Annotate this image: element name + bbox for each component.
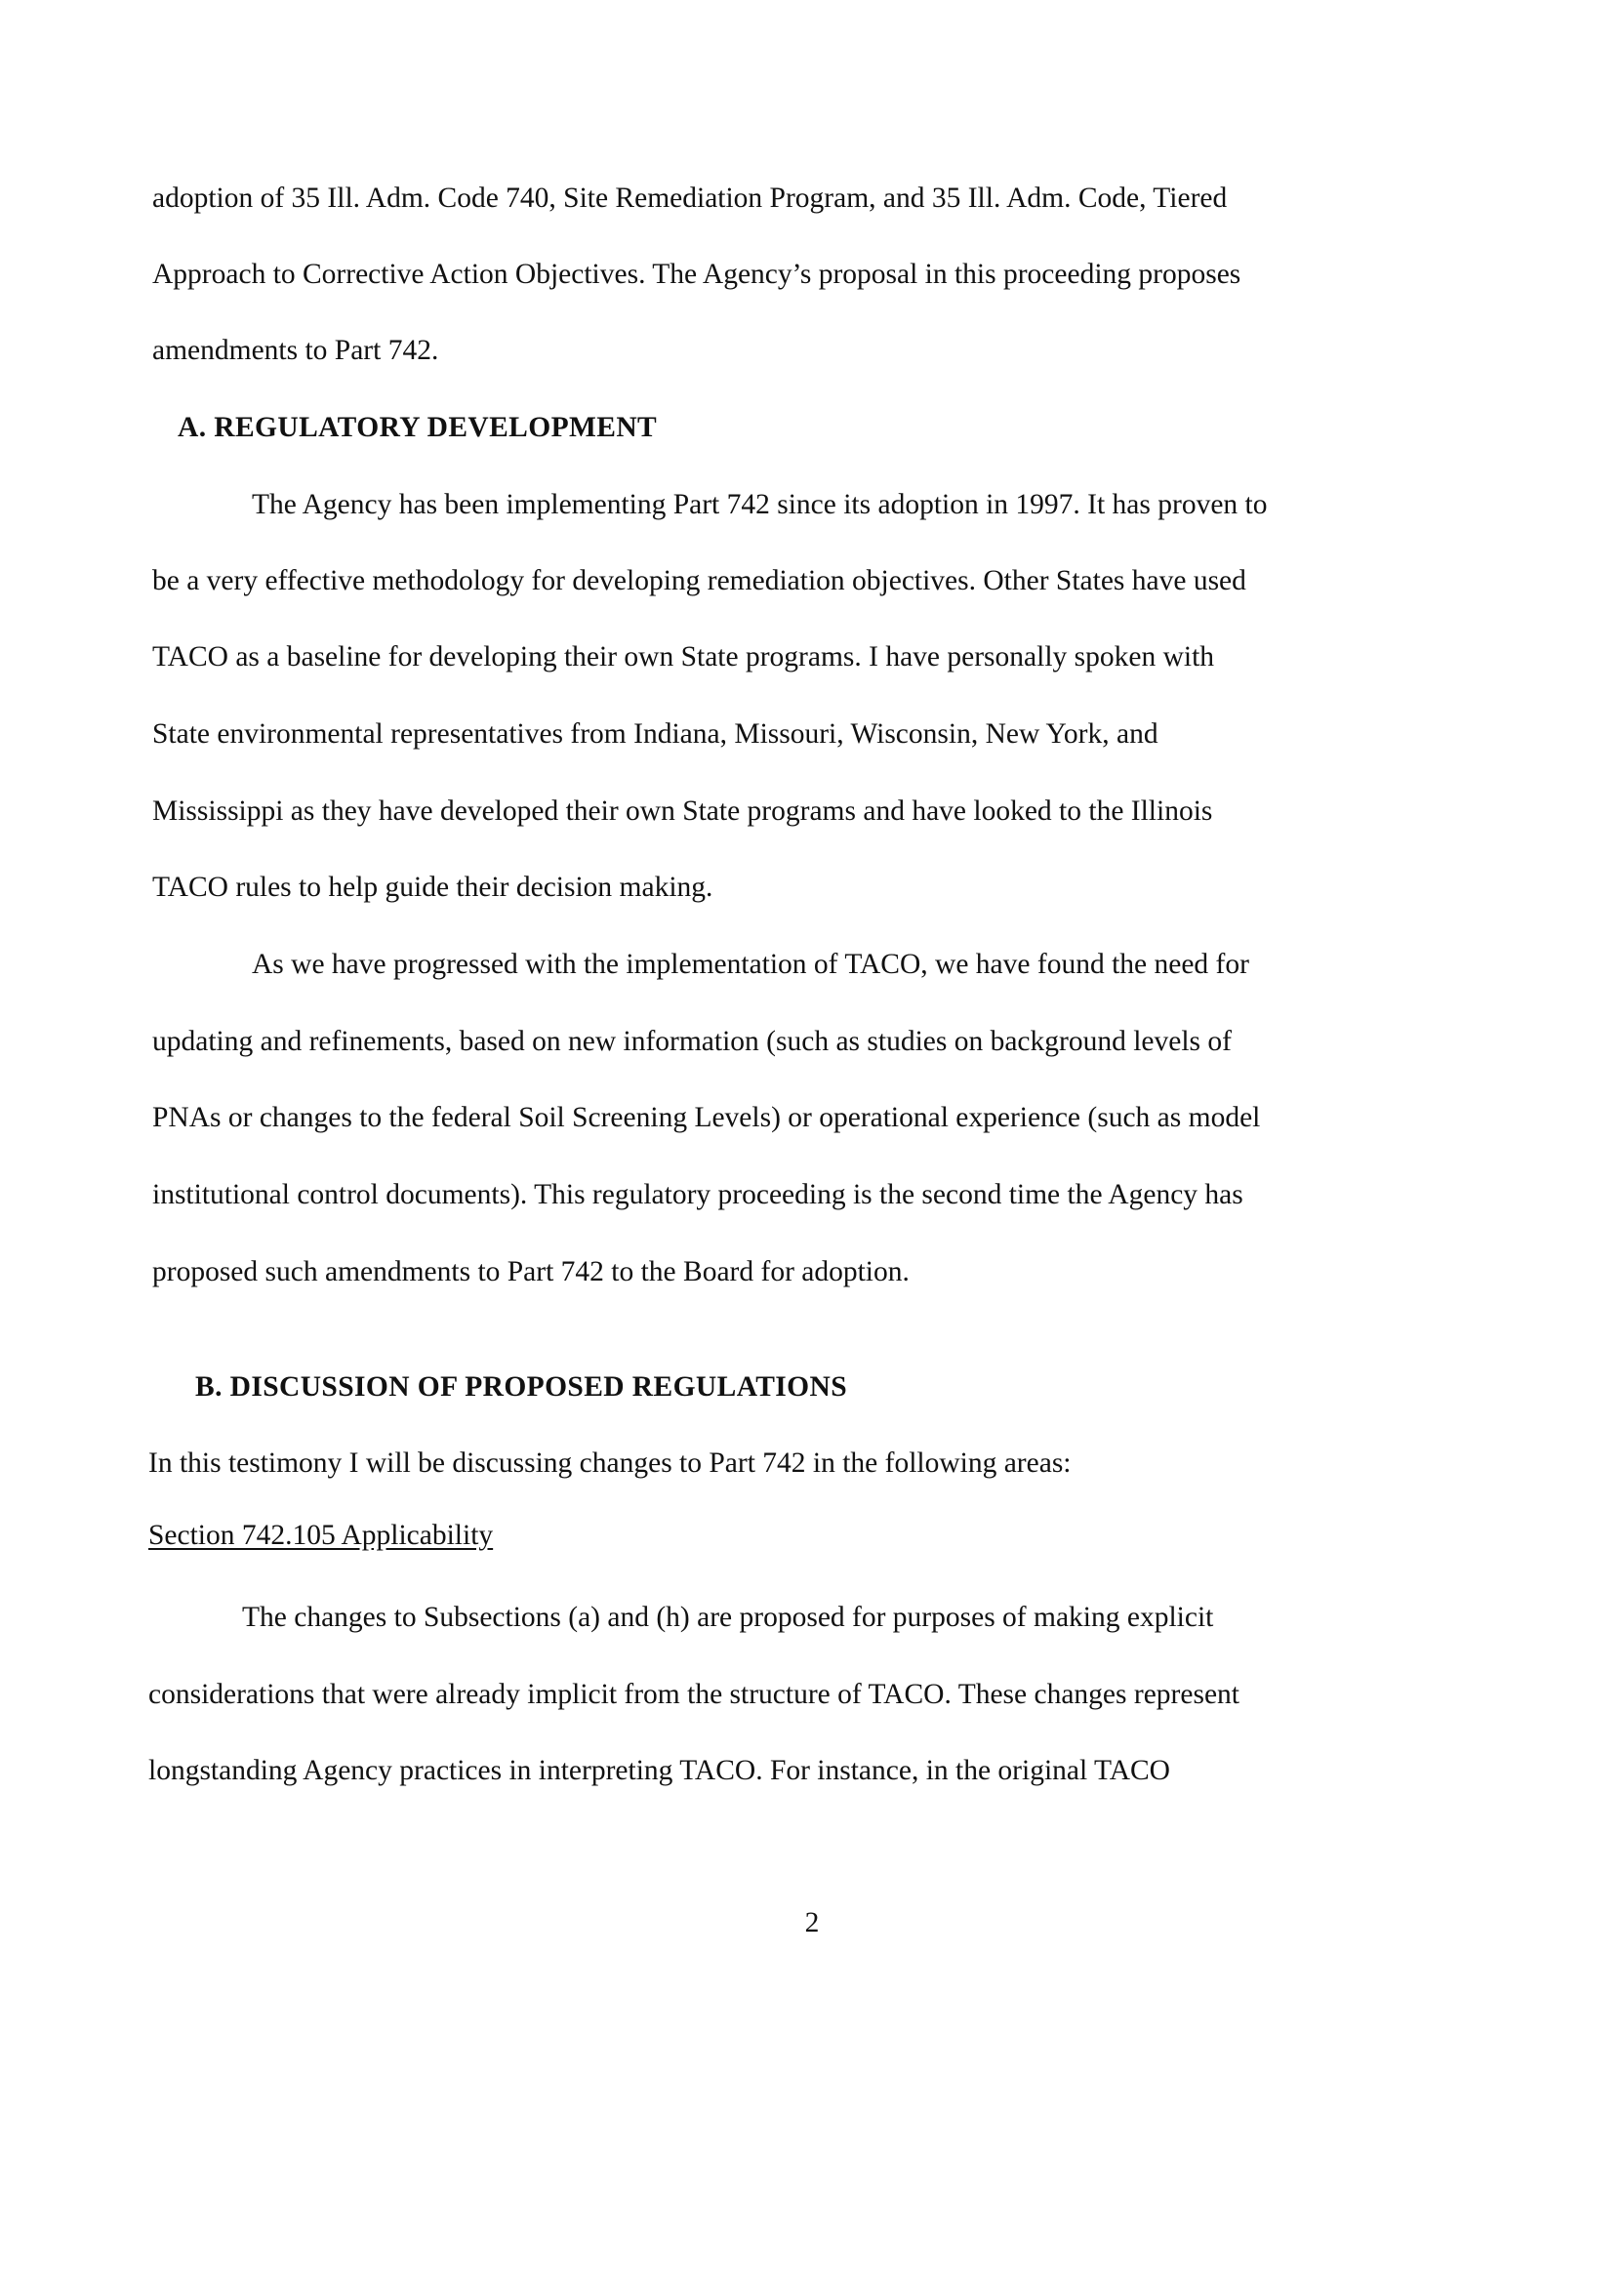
intro-line-3: amendments to Part 742. bbox=[152, 335, 439, 366]
page-number: 2 bbox=[804, 1907, 820, 1938]
section-a-p2-line-2: updating and refinements, based on new information (such as studies on background levels of bbox=[152, 1026, 1232, 1057]
section-742-105-subheading: Section 742.105 Applicability bbox=[148, 1520, 494, 1551]
section-b-p-line-1: The changes to Subsections (a) and (h) are proposed for purposes of making explicit bbox=[242, 1602, 1214, 1633]
section-a-p2-line-1: As we have progressed with the implementation of TACO, we have found the need for bbox=[252, 949, 1249, 980]
section-b-p-line-2: considerations that were already implicit from the structure of TACO. These changes represent bbox=[148, 1679, 1239, 1710]
section-b-heading: B. DISCUSSION OF PROPOSED REGULATIONS bbox=[195, 1371, 848, 1403]
section-a-p1-line-3: TACO as a baseline for developing their own State programs. I have personally spoken with bbox=[152, 641, 1215, 672]
section-b-p-line-3: longstanding Agency practices in interpreting TACO. For instance, in the original TACO bbox=[148, 1755, 1170, 1786]
section-a-p1-line-2: be a very effective methodology for developing remediation objectives. Other States have used bbox=[152, 565, 1246, 596]
section-a-p2-line-5: proposed such amendments to Part 742 to the Board for adoption. bbox=[152, 1256, 910, 1287]
section-a-p1-line-1: The Agency has been implementing Part 742 since its adoption in 1997. It has proven to bbox=[252, 489, 1268, 520]
intro-line-1: adoption of 35 Ill. Adm. Code 740, Site Remediation Program, and 35 Ill. Adm. Code, Tiered bbox=[152, 183, 1228, 214]
section-b-intro-line: In this testimony I will be discussing changes to Part 742 in the following areas: bbox=[148, 1447, 1072, 1479]
section-a-p1-line-5: Mississippi as they have developed their own State programs and have looked to the Illinois bbox=[152, 795, 1213, 827]
section-a-p2-line-3: PNAs or changes to the federal Soil Screening Levels) or operational experience (such as model bbox=[152, 1102, 1261, 1133]
section-a-p1-line-6: TACO rules to help guide their decision making. bbox=[152, 872, 713, 903]
section-a-p2-line-4: institutional control documents). This regulatory proceeding is the second time the Agency has bbox=[152, 1179, 1243, 1210]
section-a-heading: A. REGULATORY DEVELOPMENT bbox=[178, 412, 658, 443]
intro-line-2: Approach to Corrective Action Objectives. The Agency’s proposal in this proceeding proposes bbox=[152, 259, 1241, 290]
section-a-p1-line-4: State environmental representatives from Indiana, Missouri, Wisconsin, New York, and bbox=[152, 718, 1158, 750]
